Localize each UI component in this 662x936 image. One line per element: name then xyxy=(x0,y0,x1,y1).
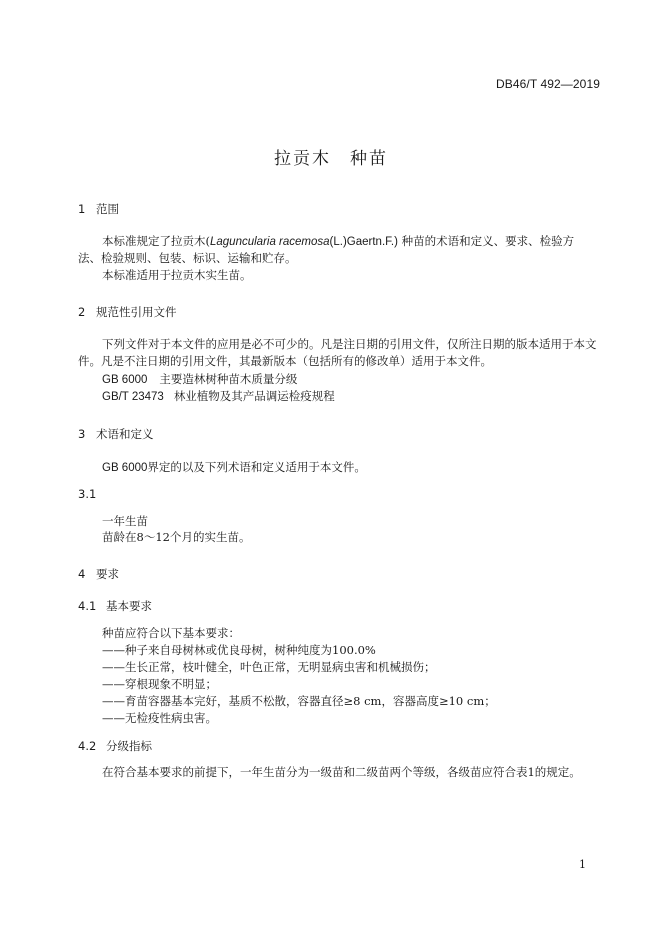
requirement-item: ——生长正常，枝叶健全，叶色正常，无明显病虫害和机械损伤； xyxy=(102,660,436,674)
section-1-paragraph-line-2: 法、检验规则、包装、标识、运输和贮存。 xyxy=(78,251,297,265)
section-2-paragraph-line-1: 下列文件对于本文件的应用是必不可少的。凡是注日期的引用文件，仅所注日期的版本适用于本文 xyxy=(102,337,597,351)
section-1-paragraph-2: 本标准适用于拉贡木实生苗。 xyxy=(102,268,252,282)
latin-species-name: Laguncularia racemosa xyxy=(210,236,330,248)
subsection-4-2-heading xyxy=(78,738,152,754)
section-number: 4 xyxy=(78,567,86,581)
reference-item xyxy=(102,371,297,389)
term-number: 3.1 xyxy=(78,487,97,501)
subsection-title: 分级指标 xyxy=(106,739,152,753)
section-title: 范围 xyxy=(96,202,119,216)
section-1-heading xyxy=(78,201,119,217)
section-number: 1 xyxy=(78,202,86,216)
section-1-paragraph-line-1 xyxy=(102,233,574,251)
subsection-title: 基本要求 xyxy=(106,599,152,613)
section-title: 规范性引用文件 xyxy=(96,305,177,319)
section-2-paragraph-line-2: 件。凡是不注日期的引用文件，其最新版本（包括所有的修改单）适用于本文件。 xyxy=(78,354,492,368)
reference-code: GB 6000 xyxy=(102,374,148,386)
subsection-number: 4.1 xyxy=(78,599,97,613)
section-title: 要求 xyxy=(96,567,119,581)
term-definition: 苗龄在8～12个月的实生苗。 xyxy=(102,530,251,544)
reference-code: GB/T 23473 xyxy=(102,391,164,403)
requirements-intro: 种苗应符合以下基本要求： xyxy=(102,626,240,640)
section-number: 2 xyxy=(78,305,86,319)
subsection-number: 4.2 xyxy=(78,739,97,753)
requirement-item: ——种子来自母树林或优良母树，树种纯度为100.0% xyxy=(102,643,376,657)
section-number: 3 xyxy=(78,427,86,441)
term-name: 一年生苗 xyxy=(102,514,148,528)
grading-paragraph: 在符合基本要求的前提下，一年生苗分为一级苗和二级苗两个等级，各级苗应符合表1的规定。 xyxy=(102,765,581,779)
reference-title: 主要造林树种苗木质量分级 xyxy=(159,372,298,386)
requirement-item: ——育苗容器基本完好，基质不松散，容器直径≥8 cm，容器高度≥10 cm； xyxy=(102,694,496,708)
document-code: DB46/T 492—2019 xyxy=(495,77,600,91)
page-number: 1 xyxy=(579,858,586,871)
subsection-4-1-heading xyxy=(78,598,152,614)
reference-code: GB 6000 xyxy=(102,462,148,474)
text-run: 界定的以及下列术语和定义适用于本文件。 xyxy=(147,460,366,474)
requirement-item: ——穿根现象不明显； xyxy=(102,677,217,691)
text-run: 种苗的术语和定义、要求、检验方 xyxy=(397,234,575,248)
document-title: 拉贡木 种苗 xyxy=(274,149,388,169)
section-4-heading xyxy=(78,566,119,582)
section-3-paragraph xyxy=(102,459,366,477)
reference-title: 林业植物及其产品调运检疫规程 xyxy=(173,389,335,403)
text-run: 本标准规定了拉贡木( xyxy=(102,234,210,248)
species-author: (L.)Gaertn.F.) xyxy=(329,236,398,248)
section-3-heading xyxy=(78,426,154,442)
requirement-item: ——无检疫性病虫害。 xyxy=(102,711,217,725)
section-title: 术语和定义 xyxy=(96,427,154,441)
section-2-heading xyxy=(78,304,177,320)
reference-item xyxy=(102,388,335,406)
